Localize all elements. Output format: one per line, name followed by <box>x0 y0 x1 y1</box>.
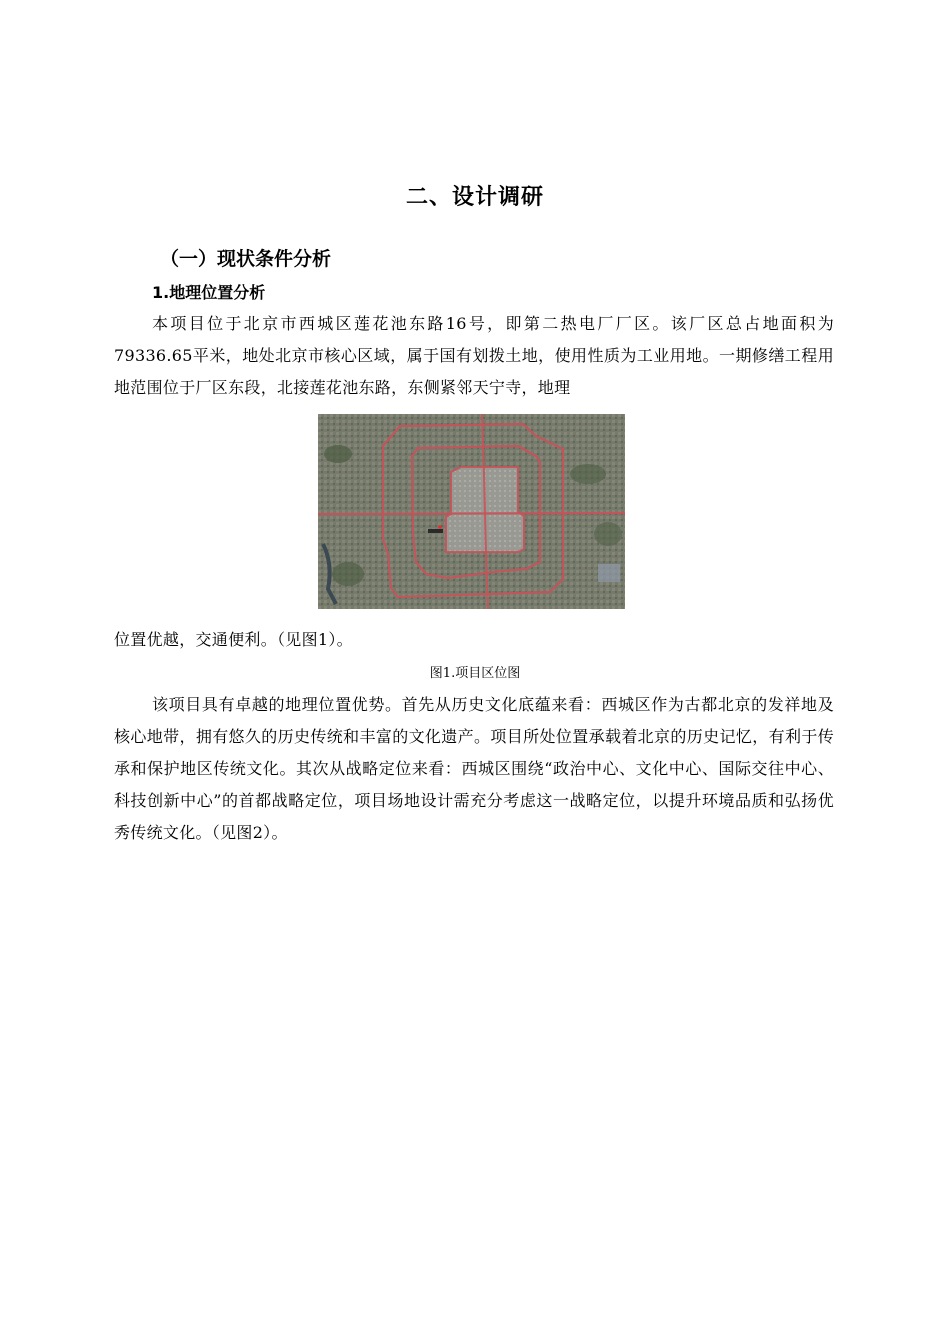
figure-location-map <box>318 414 625 609</box>
subsection-title: 1.地理位置分析 <box>152 283 266 302</box>
satellite-map-image <box>318 414 625 609</box>
figure-caption: 图1.项目区位图 <box>429 666 521 681</box>
chapter-title: 二、设计调研 <box>405 185 544 210</box>
paragraph-advantages: 该项目具有卓越的地理位置优势。首先从历史文化底蕴来看：西城区作为古都北京的发祥地及核心地带，拥有悠久的历史传统和丰富的文化遗产。项目所处位置承载着北京的历史记忆，有利于传承和保护地区传统文化。其次从战略定位来看：西城区围绕“政治中心、文化中心、国际交往中心、科技创新中心”的首都战略定位，项目场地设计需充分考虑这一战略定位，以提升环境品质和弘扬优秀传统文化。（见图2）。 <box>114 695 834 842</box>
section-title: （一）现状条件分析 <box>160 248 332 270</box>
paragraph-location-continued: 位置优越，交通便利。（见图1）。 <box>114 630 353 649</box>
paragraph-location: 本项目位于北京市西城区莲花池东路16号，即第二热电厂厂区。该厂区总占地面积为79336.65平米，地处北京市核心区域，属于国有划拨土地，使用性质为工业用地。一期修缮工程用地范围位于厂区东段，北接莲花池东路，东侧紧邻天宁寺，地理 <box>114 314 834 397</box>
